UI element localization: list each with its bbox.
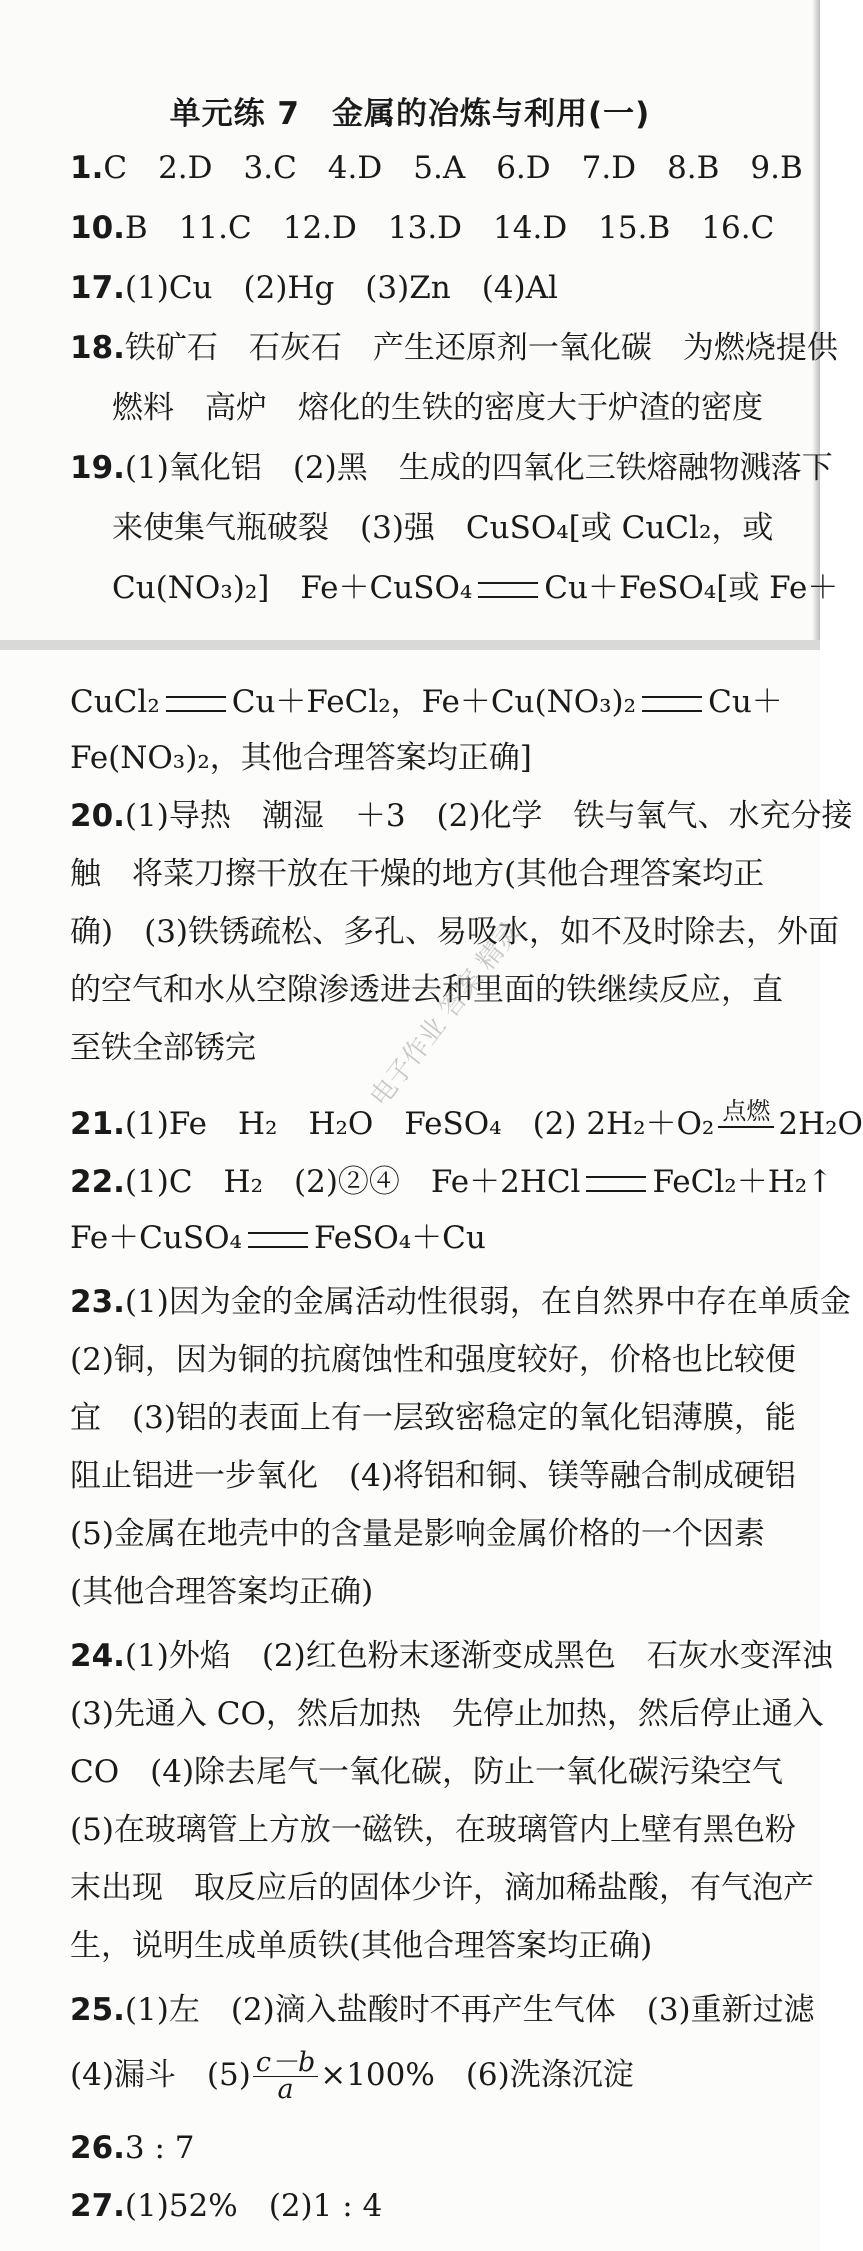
answer-line: [70, 1218, 486, 1258]
answer-text: (1)因为金的金属活动性很弱，在自然界中存在单质金: [124, 1284, 851, 1320]
equation-left: CuCl₂: [70, 684, 160, 720]
answer-line: [70, 796, 852, 836]
equation-left: Fe＋CuSO₄: [70, 1220, 242, 1256]
answer-line: [70, 1096, 863, 1144]
equals-sign: [478, 582, 538, 598]
answer-line: [70, 448, 833, 488]
answer-text: (1)氧化铝 (2)黑 生成的四氧化三铁熔融物溅落下: [124, 450, 833, 486]
equation-right: FeCl₂＋H₂↑: [652, 1164, 834, 1200]
condition-arrow: [718, 1126, 774, 1128]
answer-line: (3)先通入 CO，然后加热 先停止加热，然后停止通入: [70, 1696, 824, 1732]
question-number: 17.: [70, 270, 125, 306]
answer-line: 生，说明生成单质铁(其他合理答案均正确): [70, 1928, 653, 1964]
answer-line: 阻止铝进一步氧化 (4)将铝和铜、镁等融合制成硬铝: [70, 1458, 796, 1494]
answer-text: (1)52% (2)1 : 4: [124, 2188, 383, 2224]
answer-line: [70, 2047, 634, 2105]
page-split-divider: [0, 640, 820, 650]
answer-text: (1)外焰 (2)红色粉末逐渐变成黑色 石灰水变浑浊: [124, 1638, 833, 1674]
condition-label: 点燃: [722, 1096, 771, 1125]
equals-sign: [586, 1176, 646, 1192]
answer-line: Fe(NO₃)₂，其他合理答案均正确]: [70, 740, 532, 776]
answer-line: 来使集气瓶破裂 (3)强 CuSO₄[或 CuCl₂，或: [112, 510, 774, 546]
equals-sign: [248, 1232, 308, 1248]
answer-line: [70, 268, 558, 308]
answer-line: 宜 (3)铝的表面上有一层致密稳定的氧化铝薄膜，能: [70, 1400, 796, 1436]
question-number: 1.: [70, 150, 104, 186]
answer-line: [70, 328, 838, 368]
equation-left: Cu(NO₃)₂] Fe＋CuSO₄: [112, 570, 473, 606]
question-number: 22.: [70, 1164, 125, 1200]
answer-line: [70, 2186, 382, 2226]
answer-line: 至铁全部锈完: [70, 1030, 256, 1066]
answer-text: ×100% (6)洗涤沉淀: [320, 2057, 634, 2093]
question-number: 20.: [70, 798, 125, 834]
question-number: 21.: [70, 1106, 125, 1142]
answer-line: [70, 208, 774, 248]
equation-left: (1)C H₂ (2)②④ Fe＋2HCl: [124, 1164, 581, 1200]
question-number: 23.: [70, 1284, 125, 1320]
answer-line: [70, 148, 803, 188]
answer-line: 确) (3)铁锈疏松、多孔、易吸水，如不及时除去，外面: [70, 914, 840, 950]
equation-right: Cu＋FeSO₄[或 Fe＋: [544, 570, 839, 606]
page-title: 单元练 7 金属的冶炼与利用(一): [169, 96, 651, 132]
reaction-condition: [714, 1096, 778, 1141]
equation-right: FeSO₄＋Cu: [313, 1220, 486, 1256]
answer-text: C 2.D 3.C 4.D 5.A 6.D 7.D 8.B 9.B: [103, 150, 803, 186]
answer-line: 末出现 取反应后的固体少许，滴加稀盐酸，有气泡产: [70, 1870, 814, 1906]
watermark: 电子作业 答案 精灵: [364, 916, 527, 1113]
answer-line: (5)金属在地壳中的含量是影响金属价格的一个因素: [70, 1516, 765, 1552]
question-number: 19.: [70, 450, 125, 486]
answer-line: [70, 1636, 833, 1676]
answer-line: [70, 1990, 815, 2030]
answer-line: 燃料 高炉 熔化的生铁的密度大于炉渣的密度: [112, 390, 763, 426]
fraction-denominator: a: [277, 2074, 294, 2105]
answer-text: 3 : 7: [124, 2130, 195, 2166]
answer-text: (1)导热 潮湿 ＋3 (2)化学 铁与氧气、水充分接: [124, 798, 853, 834]
equation-right: Cu＋: [708, 684, 783, 720]
answer-line: (2)铜，因为铜的抗腐蚀性和强度较好，价格也比较便: [70, 1342, 796, 1378]
answer-line: 的空气和水从空隙渗透进去和里面的铁继续反应，直: [70, 972, 783, 1008]
answer-line: CO (4)除去尾气一氧化碳，防止一氧化碳污染空气: [70, 1754, 784, 1790]
answer-text: (1)Cu (2)Hg (3)Zn (4)Al: [124, 270, 558, 306]
equation-right: 2H₂O: [778, 1106, 863, 1142]
answer-line: 触 将菜刀擦干放在干燥的地方(其他合理答案均正: [70, 856, 765, 892]
answer-line: (其他合理答案均正确): [70, 1574, 374, 1610]
answer-line: [70, 682, 783, 722]
question-number: 26.: [70, 2130, 125, 2166]
answer-text: (4)漏斗 (5): [70, 2057, 251, 2093]
equals-sign: [166, 696, 226, 712]
equation-middle: Cu＋FeCl₂，Fe＋Cu(NO₃)₂: [231, 684, 637, 720]
answer-line: [70, 1282, 851, 1322]
answer-text: B 11.C 12.D 13.D 14.D 15.B 16.C: [124, 210, 775, 246]
question-number: 27.: [70, 2188, 125, 2224]
question-number: 25.: [70, 1992, 125, 2028]
fraction-numerator: c－b: [253, 2050, 318, 2077]
equation-left: (1)Fe H₂ H₂O FeSO₄ (2) 2H₂＋O₂: [124, 1106, 715, 1142]
answer-text: (1)左 (2)滴入盐酸时不再产生气体 (3)重新过滤: [124, 1992, 815, 2028]
answer-line: (5)在玻璃管上方放一磁铁，在玻璃管内上壁有黑色粉: [70, 1812, 796, 1848]
answer-line: [112, 568, 838, 608]
question-number: 18.: [70, 330, 125, 366]
answer-line: [70, 2128, 195, 2168]
fraction: [253, 2047, 318, 2105]
question-number: 24.: [70, 1638, 125, 1674]
equals-sign: [642, 696, 702, 712]
answer-text: 铁矿石 石灰石 产生还原剂一氧化碳 为燃烧提供: [124, 330, 838, 366]
answer-line: [70, 1162, 833, 1202]
question-number: 10.: [70, 210, 125, 246]
